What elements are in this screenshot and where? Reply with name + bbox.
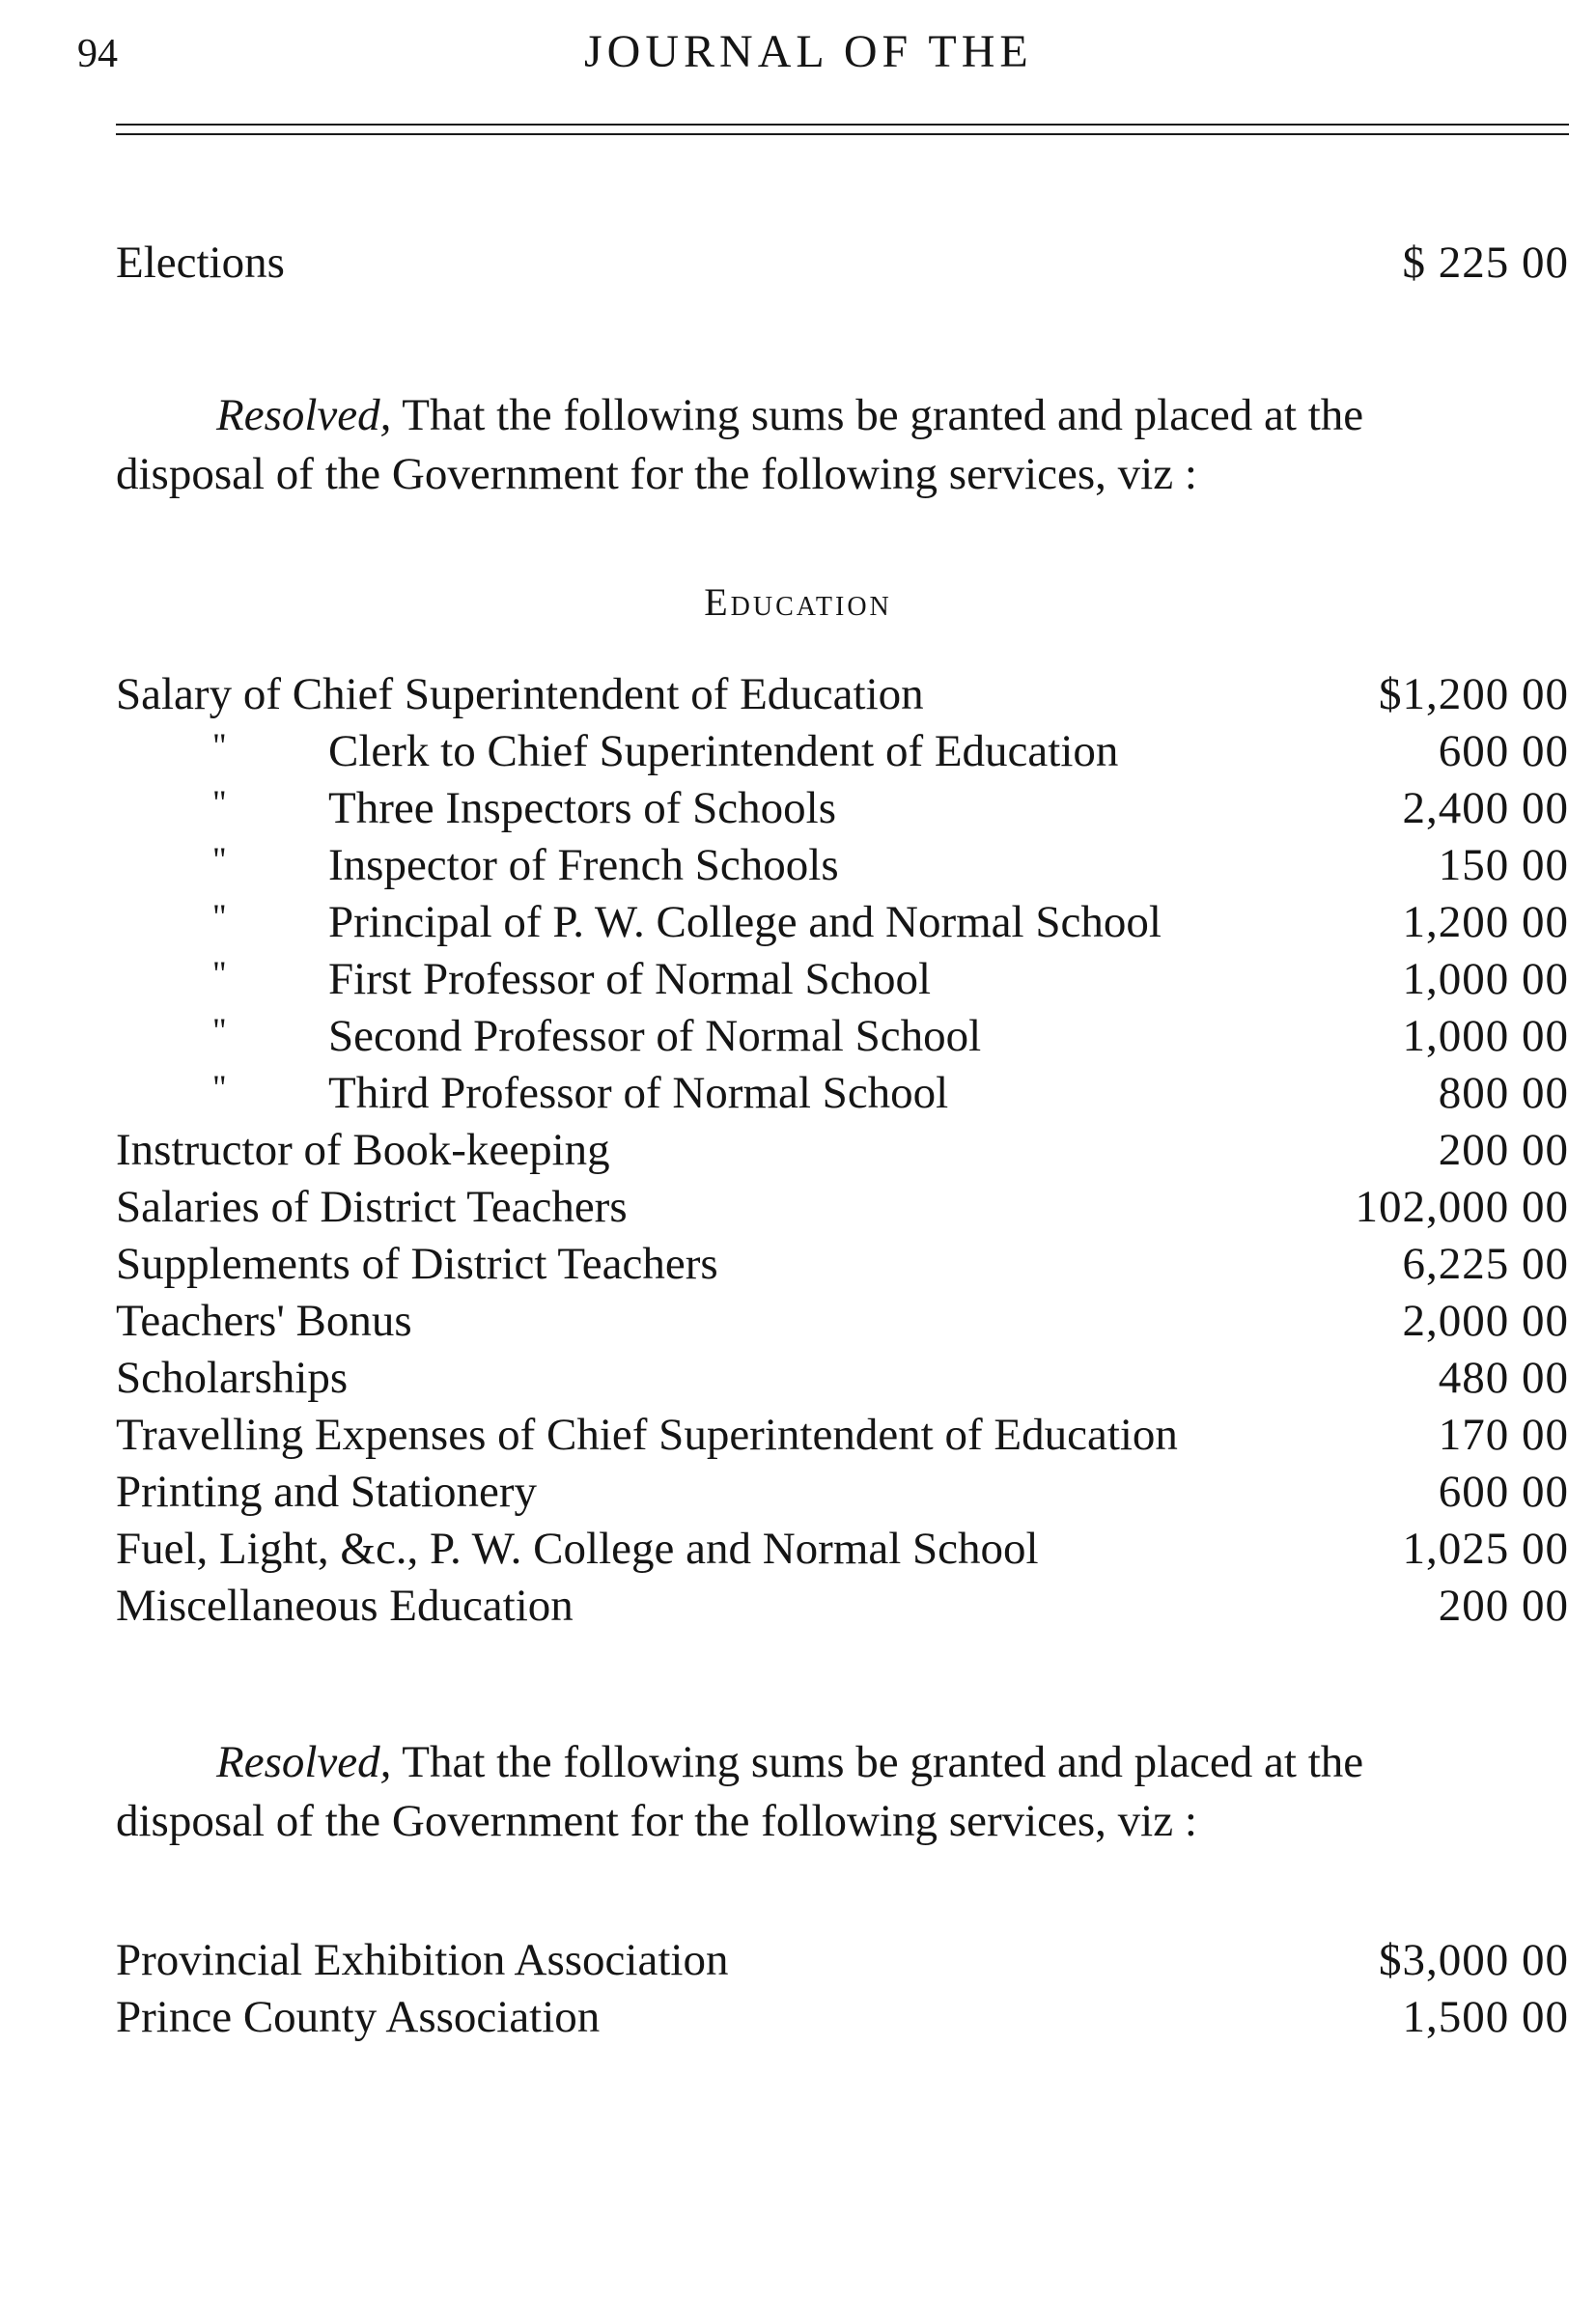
elections-amount: $ 225 00 bbox=[1402, 238, 1569, 288]
list-item bbox=[116, 839, 1569, 897]
item-label: Instructor of Book-keeping bbox=[116, 1125, 610, 1175]
item-amount: 1,000 00 bbox=[1402, 1011, 1569, 1061]
list-item bbox=[116, 1181, 1569, 1239]
item-amount: 200 00 bbox=[1438, 1125, 1569, 1175]
resolution-text-2: That the following sums be granted and placed at the disposal of the Government for the following services, viz : bbox=[116, 1737, 1364, 1846]
header-rule-bottom bbox=[116, 133, 1569, 135]
ditto-mark: " bbox=[212, 1011, 227, 1050]
item-amount: 6,225 00 bbox=[1402, 1239, 1569, 1289]
list-item bbox=[116, 1295, 1569, 1353]
item-amount: 200 00 bbox=[1438, 1581, 1569, 1631]
list-item bbox=[116, 896, 1569, 954]
ditto-mark: " bbox=[212, 840, 227, 879]
elections-label: Elections bbox=[116, 238, 285, 288]
item-amount: 170 00 bbox=[1438, 1410, 1569, 1460]
item-label: Scholarships bbox=[116, 1353, 349, 1403]
list-item bbox=[116, 1991, 1569, 2049]
resolution-paragraph-2 bbox=[116, 1733, 1390, 1851]
header-rule-top bbox=[116, 124, 1569, 126]
list-item bbox=[116, 1934, 1569, 1992]
item-label: Salary of Chief Superintendent of Education bbox=[116, 669, 924, 719]
item-label: First Professor of Normal School bbox=[328, 954, 932, 1004]
item-label: Prince County Association bbox=[116, 1992, 601, 2042]
resolved-word-1: Resolved, bbox=[216, 390, 392, 440]
item-label: Salaries of District Teachers bbox=[116, 1182, 628, 1232]
item-amount: 600 00 bbox=[1438, 1467, 1569, 1517]
list-item bbox=[116, 1580, 1569, 1638]
ditto-mark: " bbox=[212, 954, 227, 993]
page-number: 94 bbox=[77, 32, 118, 76]
ditto-mark: " bbox=[212, 1068, 227, 1107]
item-amount: 600 00 bbox=[1438, 726, 1569, 776]
item-label: Printing and Stationery bbox=[116, 1467, 538, 1517]
ditto-mark: " bbox=[212, 783, 227, 822]
item-label: Teachers' Bonus bbox=[116, 1296, 412, 1346]
item-label: Fuel, Light, &c., P. W. College and Normal School bbox=[116, 1524, 1039, 1574]
ditto-mark: " bbox=[212, 897, 227, 936]
item-amount: 1,500 00 bbox=[1402, 1992, 1569, 2042]
running-title: JOURNAL OF THE bbox=[584, 26, 1033, 77]
list-item bbox=[116, 1124, 1569, 1182]
list-item bbox=[116, 1067, 1569, 1125]
item-label: Three Inspectors of Schools bbox=[328, 783, 836, 833]
item-label: Miscellaneous Education bbox=[116, 1581, 574, 1631]
list-item bbox=[116, 1466, 1569, 1524]
item-amount: 1,200 00 bbox=[1402, 897, 1569, 947]
item-label: Inspector of French Schools bbox=[328, 840, 839, 890]
item-amount: 480 00 bbox=[1438, 1353, 1569, 1403]
section-heading-education: Education bbox=[704, 580, 892, 624]
item-amount: $3,000 00 bbox=[1379, 1935, 1569, 1985]
elections-line bbox=[116, 237, 1569, 294]
item-label: Supplements of District Teachers bbox=[116, 1239, 718, 1289]
list-item bbox=[116, 725, 1569, 783]
resolution-text-1: That the following sums be granted and placed at the disposal of the Government for the following services, viz : bbox=[116, 390, 1364, 499]
page-header bbox=[0, 17, 1596, 85]
item-label: Principal of P. W. College and Normal School bbox=[328, 897, 1162, 947]
list-item bbox=[116, 1010, 1569, 1068]
list-item bbox=[116, 1523, 1569, 1581]
list-item bbox=[116, 1352, 1569, 1410]
item-amount: 1,025 00 bbox=[1402, 1524, 1569, 1574]
resolution-paragraph-1 bbox=[116, 386, 1390, 504]
item-amount: 1,000 00 bbox=[1402, 954, 1569, 1004]
item-label: Clerk to Chief Superintendent of Education bbox=[328, 726, 1119, 776]
ditto-mark: " bbox=[212, 726, 227, 765]
item-amount: 2,400 00 bbox=[1402, 783, 1569, 833]
item-amount: 800 00 bbox=[1438, 1068, 1569, 1118]
item-label: Travelling Expenses of Chief Superintendent of Education bbox=[116, 1410, 1178, 1460]
item-label: Second Professor of Normal School bbox=[328, 1011, 982, 1061]
item-amount: $1,200 00 bbox=[1379, 669, 1569, 719]
resolved-word-2: Resolved, bbox=[216, 1737, 392, 1787]
item-amount: 2,000 00 bbox=[1402, 1296, 1569, 1346]
item-amount: 150 00 bbox=[1438, 840, 1569, 890]
item-amount: 102,000 00 bbox=[1355, 1182, 1569, 1232]
list-item bbox=[116, 782, 1569, 840]
list-item bbox=[116, 668, 1569, 726]
item-label: Provincial Exhibition Association bbox=[116, 1935, 729, 1985]
list-item bbox=[116, 1238, 1569, 1296]
list-item bbox=[116, 1409, 1569, 1467]
list-item bbox=[116, 953, 1569, 1011]
item-label: Third Professor of Normal School bbox=[328, 1068, 949, 1118]
